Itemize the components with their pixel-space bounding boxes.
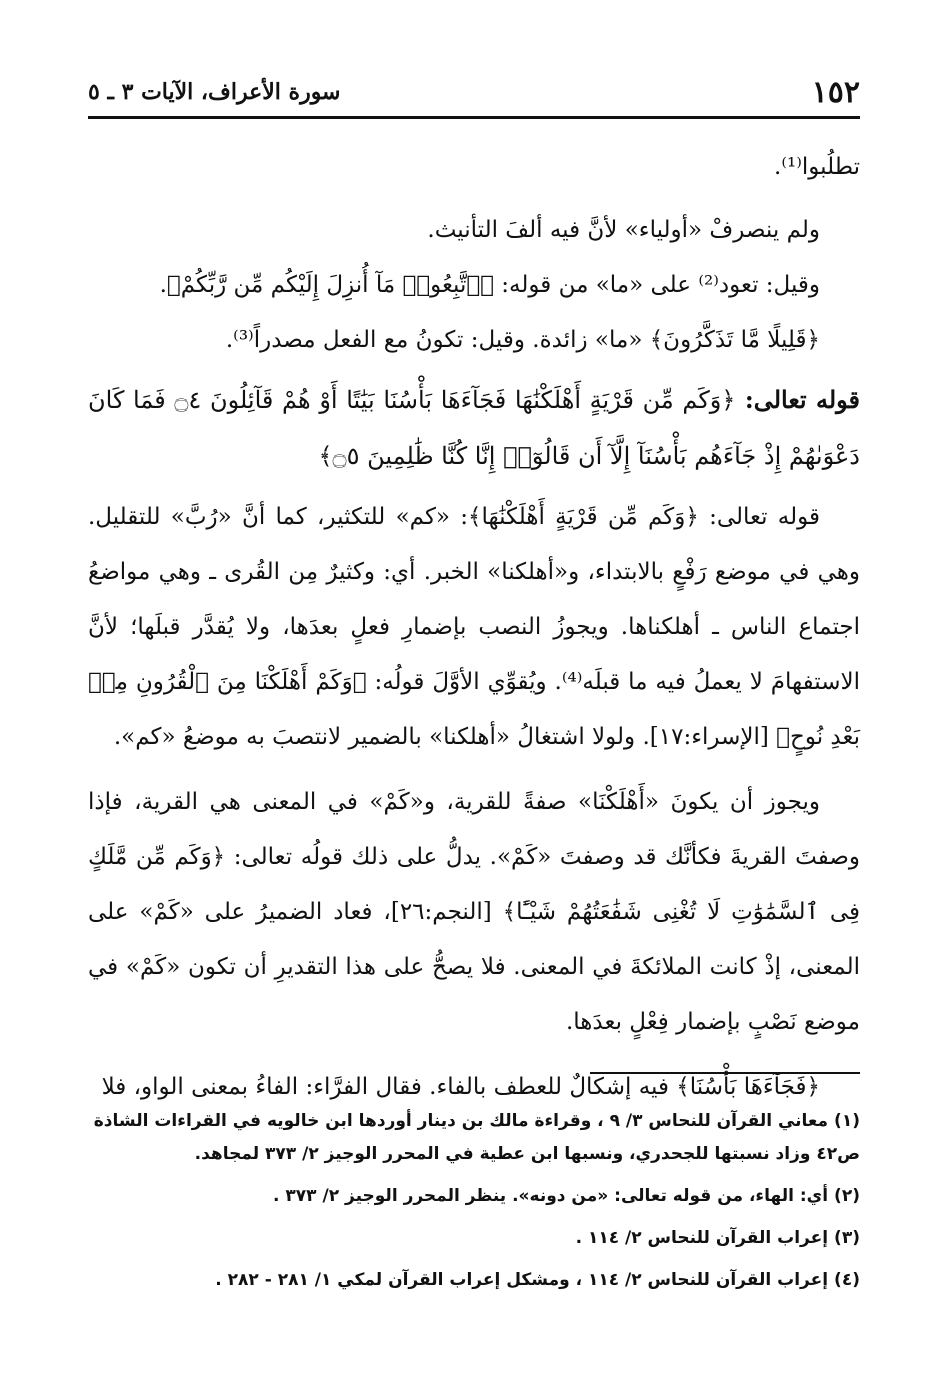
paragraph-qalilan: ﴿قَلِيلًا مَّا تَذَكَّرُونَ﴾ «ما» زائدة. وقيل: تكونُ مع الفعل مصدراً⁽³⁾. [225, 327, 820, 353]
verse-lead: قوله تعالى: [744, 385, 861, 414]
footnote-separator [590, 1072, 860, 1074]
footnote-text: معاني القرآن للنحاس ٣/ ٩ ، وقراءة مالك بن دينار أوردها ابن خالويه في القراءات الشاذة ص٤٢ وزاد نسبتها للجحدري، ونسبها ابن عطية في المحرر الوجيز ٢/ ٣٧٣ لمجاهد. [93, 1111, 860, 1164]
footnote [88, 1222, 860, 1255]
header-rule [88, 116, 860, 119]
page-number: ١٥٢ [811, 74, 860, 110]
footnote-number: (١) [834, 1111, 860, 1131]
footnote [88, 1180, 860, 1213]
footnote-number: (٣) [834, 1228, 860, 1248]
footnote [88, 1264, 860, 1297]
main-text [88, 140, 860, 1115]
footnotes [88, 1105, 860, 1306]
footnote-text: إعراب القرآن للنحاس ٢/ ١١٤ . [575, 1228, 829, 1248]
verse-text: ﴿وَكَم مِّن قَرْيَةٍ أَهْلَكْنَٰهَا فَجَآءَهَا بَأْسُنَا بَيَٰتًا أَوْ هُمْ قَآئِلُونَ ۝٤ فَمَا كَانَ دَعْوَىٰهُمْ إِذْ جَآءَهُم بَأْسُنَآ إِلَّآ أَن قَالُوٓا۟ إِنَّا كُنَّا ظَٰلِمِينَ ۝٥﴾ [88, 386, 860, 470]
paragraph-qila-taud: وقيل: تعود⁽²⁾ على «ما» من قوله: ﴿ٱتَّبِعُوا۟ مَآ أُنزِلَ إِلَيْكُم مِّن رَّبِّكُمْ﴾. [159, 272, 820, 298]
paragraph-awliya: ولم ينصرفْ «أولياء» لأنَّ فيه ألفَ التأنيث. [427, 217, 820, 243]
footnote [88, 1105, 860, 1171]
paragraph-kam-commentary: قوله تعالى: ﴿وَكَم مِّن قَرْيَةٍ أَهْلَكْنَٰهَا﴾: «كم» للتكثير، كما أنَّ «رُبَّ» للتقليل. وهي في موضع رَفْعٍ بالابتداء، و«أهلكنا» الخبر. أي: وكثيرٌ مِن القُرى ـ وهي مواضعُ اجتماع الناس ـ أهلكناها. ويجوزُ النصب بإضمارِ فعلٍ بعدَها، ولا يُقدَّر قبلَها؛ لأنَّ الاستفهامَ لا يعملُ فيه ما قبلَه⁽⁴⁾. ويُقوِّي الأوَّلَ قولُه: ﴿وَكَمْ أَهْلَكْنَا مِنَ ٱلْقُرُونِ مِنۢ بَعْدِ نُوحٍ﴾ [الإسراء:١٧]. ولولا اشتغالُ «أهلكنا» بالضمير لانتصبَ به موضعُ «كم». [88, 504, 860, 750]
footnote-text: إعراب القرآن للنحاس ٢/ ١١٤ ، ومشكل إعراب القرآن لمكي ١/ ٢٨١ - ٢٨٢ . [215, 1270, 829, 1290]
footnote-number: (٤) [834, 1270, 860, 1290]
paragraph-fajaaha: ﴿فَجَآءَهَا بَأْسُنَا﴾ فيه إشكالٌ للعطف بالفاء. فقال الفرَّاء: الفاءُ بمعنى الواو، فلا [101, 1074, 820, 1100]
paragraph-sifa: ويجوز أن يكونَ «أَهْلَكْنَا» صفةً للقرية، و«كَمْ» في المعنى هي القرية، فإذا وصفتَ القريةَ فكأنَّك قد وصفتَ «كَمْ». يدلُّ على ذلك قولُه تعالى: ﴿وَكَم مِّن مَّلَكٍ فِى ٱلسَّمَٰوَٰتِ لَا تُغْنِى شَفَٰعَتُهُمْ شَيْـًٔا﴾ [النجم:٢٦]، فعاد الضميرُ على «كَمْ» على المعنى، إذْ كانت الملائكةَ في المعنى. فلا يصحُّ على هذا التقديرِ أن تكون «كَمْ» في موضع نَصْبٍ بإضمار فِعْلٍ بعدَها. [88, 789, 861, 1035]
page-header [88, 72, 860, 112]
verse-heading [88, 372, 860, 484]
running-title: سورة الأعراف، الآيات ٣ ـ ٥ [88, 79, 341, 105]
footnote-text: أي: الهاء، من قوله تعالى: «من دونه». ينظر المحرر الوجيز ٢/ ٣٧٣ . [273, 1186, 829, 1206]
paragraph-continuation: تطلُبوا⁽¹⁾. [774, 154, 860, 180]
footnote-number: (٢) [834, 1186, 860, 1206]
